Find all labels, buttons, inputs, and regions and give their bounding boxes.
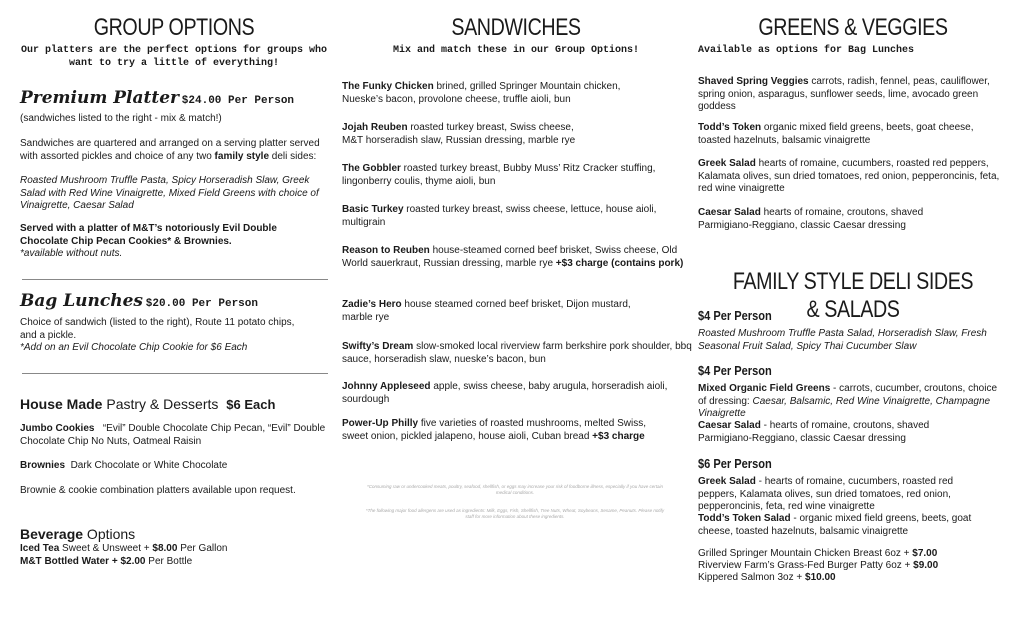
deli-todd-item (698, 513, 978, 538)
greens-desc: organic mixed field greens, beets, goat cheese, toasted hazelnuts, balsamic vinaigrette (698, 122, 974, 146)
sandwich-desc: five varieties of roasted mushrooms, melted Swiss, sweet onion, pickled jalapeno, house aioli, Cuban bread (342, 418, 646, 442)
deli-greek-desc: - hearts of romaine, cucumbers, roasted red peppers, Kalamata olives, sun dried tomatoes, red onion, pepperoncinis, feta, red wine vinaigrette (698, 476, 954, 512)
sandwich-item (342, 298, 652, 324)
sandwich-item (342, 162, 682, 188)
beverage-title-rest: Options (83, 526, 136, 542)
sandwich-name: Reason to Reuben (342, 245, 430, 256)
pastry-title-rest: Pastry & Desserts (102, 396, 219, 412)
iced-tea-unit: Per Gallon (177, 543, 228, 554)
bag-lunches-price: $20.00 Per Person (145, 298, 258, 310)
bottled-water-unit: Per Bottle (145, 556, 193, 567)
pastry-title-bold: House Made (20, 396, 103, 412)
premium-platter-nuts-note: *available without nuts. (20, 248, 123, 259)
group-options-column (18, 0, 330, 70)
addon-price: $10.00 (805, 572, 836, 583)
bottled-water-name: M&T Bottled Water + (20, 556, 121, 567)
sandwich-item (342, 340, 692, 366)
deli-sides-title: FAMILY STYLE DELI SIDES & SALADS (732, 268, 974, 323)
greens-name: Caesar Salad (698, 207, 761, 218)
greens-item (698, 207, 958, 232)
jumbo-cookies-item (20, 423, 330, 448)
greens-item (698, 76, 1008, 114)
sandwich-name: Swifty’s Dream (342, 341, 414, 352)
sandwich-extra: +$3 charge (contains pork) (555, 258, 684, 269)
bag-lunches-description: Choice of sandwich (listed to the right), Route 11 potato chips, and a pickle. (20, 317, 295, 341)
sandwich-name: Power-Up Philly (342, 418, 419, 429)
greens-item (698, 122, 998, 147)
sandwich-name: Jojah Reuben (342, 122, 408, 133)
greens-desc: hearts of romaine, cucumbers, roasted red peppers, Kalamata olives, sun dried tomatoes, red onion, pepperoncinis, feta, red wine vinaigrette (698, 158, 1000, 194)
sandwich-item (342, 380, 682, 406)
sandwich-item (342, 80, 642, 106)
mixed-greens-choices: Caesar, Balsamic, Red Wine Vinaigrette, Champagne Vinaigrette (698, 395, 991, 419)
deli-greek-name: Greek Salad (698, 476, 756, 487)
sandwich-desc: brined, grilled Springer Mountain chicken, Nueske’s bacon, provolone cheese, truffle aioli, bun (342, 81, 621, 105)
premium-desc-part2: deli sides: (269, 150, 317, 162)
greens-desc: hearts of romaine, croutons, shaved Parmigiano-Reggiano, classic Caesar dressing (698, 207, 924, 231)
tier1-items: Roasted Mushroom Truffle Pasta Salad, Horseradish Slaw, Fresh Seasonal Fruit Salad, Spicy Thai Cucumber Slaw (698, 328, 987, 352)
tier3-price: $6 Per Person (698, 456, 772, 471)
premium-platter-heading (20, 88, 330, 108)
tier2-price: $4 Per Person (698, 363, 772, 378)
brownies-desc: Dark Chocolate or White Chocolate (70, 460, 228, 471)
deli-caesar-desc: - hearts of romaine, croutons, shaved Parmigiano-Reggiano, classic Caesar dressing (698, 420, 930, 444)
mixed-greens-item (698, 383, 998, 421)
sandwich-name: Basic Turkey (342, 204, 404, 215)
addon-item (698, 572, 998, 585)
greens-name: Todd’s Token (698, 122, 762, 133)
beverage-heading (20, 526, 330, 542)
bottled-water-price: $2.00 (120, 556, 146, 567)
consumer-advisory: *Consuming raw or undercooked meats, poultry, seafood, shellfish, or eggs may increase your risk of foodborne illness, especially if you have certain medical conditions. (366, 484, 664, 495)
bag-lunches-addon: *Add on an Evil Chocolate Chip Cookie for $6 Each (20, 342, 248, 353)
sandwich-item (342, 121, 592, 147)
brownies-item (20, 460, 330, 473)
sandwich-item (342, 203, 682, 229)
addon-item (698, 548, 998, 561)
sandwich-desc: house-steamed corned beef brisket, Swiss cheese, Old World sauerkraut, Russian dressing, marble rye (342, 245, 678, 269)
beverage-title-bold: Beverage (20, 526, 84, 542)
deli-greek-item (698, 476, 988, 514)
greens-column (698, 0, 1008, 57)
jumbo-cookies-desc: “Evil” Double Chocolate Chip Pecan, “Evil” Double Chocolate Chip No Nuts, Oatmeal Raisin (20, 423, 326, 447)
greens-item (698, 158, 1010, 196)
group-options-subtitle: Our platters are the perfect options for groups who want to try a little of everything! (20, 45, 328, 69)
sandwich-name: Zadie’s Hero (342, 299, 402, 310)
group-options-title: GROUP OPTIONS (93, 14, 255, 41)
sandwich-name: Johnny Appleseed (342, 381, 431, 392)
sandwich-desc: slow-smoked local riverview farm berkshire pork shoulder, bbq sauce, horseradish slaw, nueske’s bacon, bun (342, 341, 692, 365)
premium-platter-note: (sandwiches listed to the right - mix & match!) (20, 113, 222, 124)
greens-name: Greek Salad (698, 158, 756, 169)
sandwich-name: The Gobbler (342, 163, 401, 174)
sandwiches-subtitle: Mix and match these in our Group Options! (392, 45, 640, 56)
tier1-price: $4 Per Person (698, 308, 772, 323)
premium-platter-served: Served with a platter of M&T’s notoriously Evil Double Chocolate Chip Pecan Cookies* & Brownies. (20, 223, 277, 247)
pastry-heading (20, 396, 330, 412)
sandwich-desc: roasted turkey breast, Bubby Muss’ Ritz Cracker stuffing, lingonberry coulis, thyme aioli, bun (342, 163, 656, 187)
deli-todd-name: Todd’s Token Salad (698, 513, 791, 524)
greens-subtitle: Available as options for Bag Lunches (698, 45, 915, 56)
sandwich-desc: roasted turkey breast, swiss cheese, lettuce, house aioli, multigrain (342, 204, 657, 228)
iced-tea-name: Iced Tea (20, 543, 60, 554)
deli-caesar-name: Caesar Salad (698, 420, 761, 431)
iced-tea-desc: Sweet & Unsweet + (59, 543, 153, 554)
sandwich-extra: +$3 charge (592, 431, 645, 442)
sandwich-item (342, 417, 672, 443)
allergen-advisory: *The following major food allergens are used as ingredients: Milk, Eggs, Fish, Shellfish, Tree Nuts, Wheat, Soybeans, Sesame, Peanuts. Please notify staff for more information about these ingredients. (365, 508, 665, 519)
mixed-greens-name: Mixed Organic Field Greens (698, 383, 831, 394)
addon-label: Grilled Springer Mountain Chicken Breast 6oz + (698, 548, 913, 559)
premium-platter-price: $24.00 Per Person (181, 95, 295, 107)
combo-note: Brownie & cookie combination platters available upon request. (20, 485, 296, 496)
bottled-water-item (20, 556, 330, 569)
premium-platter-sides: Roasted Mushroom Truffle Pasta, Spicy Horseradish Slaw, Greek Salad with Red Wine Vinaigrette, Mixed Field Greens with choice of Vinaigrette, Caesar Salad (20, 175, 319, 211)
sandwich-desc: roasted turkey breast, Swiss cheese, M&T horseradish slaw, Russian dressing, marble rye (342, 122, 576, 146)
divider (22, 279, 328, 280)
jumbo-cookies-name: Jumbo Cookies (20, 423, 95, 434)
greens-desc: carrots, radish, fennel, peas, cauliflower, spring onion, asparagus, sunflower seeds, lime, avocado green goddess (698, 76, 990, 112)
bag-lunches-name: Bag Lunches (20, 291, 143, 311)
premium-platter-name: Premium Platter (20, 88, 180, 108)
sandwich-desc: house steamed corned beef brisket, Dijon mustard, marble rye (342, 299, 631, 323)
addon-label: Riverview Farm’s Grass-Fed Burger Patty 6oz + (698, 560, 914, 571)
mixed-greens-desc: - carrots, cucumber, croutons, choice of dressing: (698, 383, 997, 407)
greens-name: Shaved Spring Veggies (698, 76, 809, 87)
premium-desc-part1: Sandwiches are quartered and arranged on a serving platter served with assorted pickles and choice of any two (20, 138, 320, 162)
sandwich-item (342, 244, 687, 270)
sandwiches-column (342, 0, 690, 57)
sandwiches-title: SANDWICHES (451, 14, 581, 41)
sandwich-name: The Funky Chicken (342, 81, 434, 92)
pastry-price: $6 Each (226, 397, 276, 412)
bag-lunches-heading (20, 291, 330, 311)
iced-tea-item (20, 543, 330, 556)
addon-price: $9.00 (913, 560, 939, 571)
sandwich-desc: apple, swiss cheese, baby arugula, horseradish aioli, sourdough (342, 381, 668, 405)
greens-title: GREENS & VEGGIES (758, 14, 948, 41)
addon-label: Kippered Salmon 3oz + (698, 572, 806, 583)
iced-tea-price: $8.00 (152, 543, 178, 554)
premium-desc-bold: family style (214, 150, 270, 162)
divider (22, 373, 328, 374)
deli-todd-desc: - organic mixed field greens, beets, goat cheese, toasted hazelnuts, balsamic vinaigrette (698, 513, 972, 537)
addon-price: $7.00 (912, 548, 938, 559)
addon-item (698, 560, 998, 573)
premium-platter-description (20, 138, 332, 163)
deli-caesar-item (698, 420, 978, 445)
brownies-name: Brownies (20, 460, 66, 471)
